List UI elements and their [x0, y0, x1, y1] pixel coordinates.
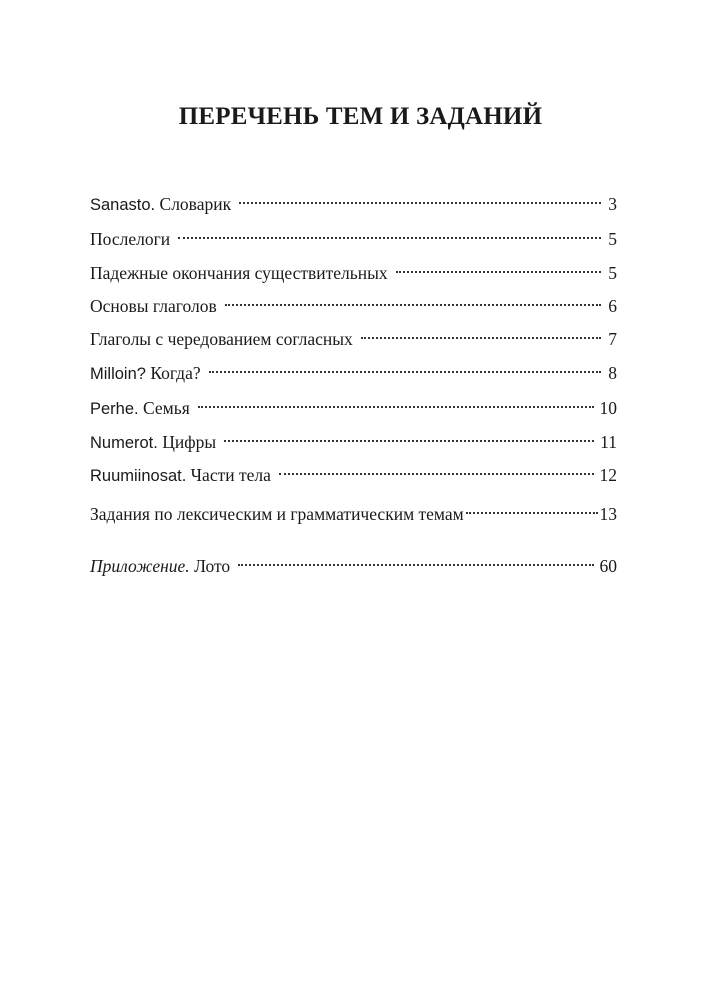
toc-entry-text: Послелоги	[90, 229, 171, 249]
toc-entry-page: 60	[599, 556, 617, 576]
toc-entry-page: 13	[599, 504, 617, 524]
toc-entry-page: 3	[608, 194, 617, 214]
toc-entry-prefix: Perhe.	[90, 400, 139, 418]
toc-entry-page: 6	[608, 296, 617, 316]
toc-entry-title	[90, 502, 464, 526]
dot-leader	[209, 355, 601, 379]
toc-entry-title	[90, 430, 216, 455]
toc-entry-prefix: Приложение.	[90, 556, 190, 576]
toc-entry	[90, 496, 617, 524]
toc-entry-text: Части тела	[186, 465, 271, 485]
toc-entry-text: Цифры	[157, 432, 217, 452]
toc-entry-page: 5	[608, 229, 617, 249]
dot-leader	[178, 221, 601, 245]
toc-entry	[90, 355, 617, 383]
toc-entry	[90, 424, 617, 452]
toc-entry	[90, 288, 617, 316]
toc-entry-text: Семья	[138, 398, 190, 418]
toc-entry-title	[90, 192, 231, 217]
toc-entry-text: Лото	[189, 556, 231, 576]
toc-entry-page: 7	[608, 329, 617, 349]
toc-entry	[90, 221, 617, 249]
toc-entry-text: Падежные окончания существительных	[90, 263, 388, 283]
dot-leader	[396, 255, 601, 279]
toc-entry-title	[90, 463, 271, 488]
toc-entry-text: Словарик	[155, 194, 232, 214]
dot-leader	[198, 390, 594, 414]
toc-entry-page: 10	[599, 398, 617, 418]
dot-leader	[225, 288, 601, 312]
dot-leader	[361, 321, 601, 345]
toc-entry	[90, 255, 617, 283]
dot-leader	[238, 548, 593, 572]
toc-entry-title	[90, 327, 353, 351]
toc-entry-title	[90, 361, 201, 386]
toc-entry-text: Глаголы с чередованием согласных	[90, 329, 353, 349]
toc-entry-page: 12	[599, 465, 617, 485]
toc-entry	[90, 186, 617, 214]
toc-entry	[90, 548, 617, 576]
toc-entry-title	[90, 554, 230, 578]
toc-entry	[90, 390, 617, 418]
toc-entry-title	[90, 294, 217, 318]
dot-leader	[224, 424, 594, 448]
dot-leader	[279, 457, 594, 481]
toc-entry-page: 5	[608, 263, 617, 283]
toc-entry-prefix: Sanasto.	[90, 196, 156, 214]
toc-entry-title	[90, 396, 190, 421]
toc-entry-title	[90, 261, 388, 285]
toc-entry-title	[90, 227, 170, 251]
toc-entry-text: Когда?	[145, 363, 201, 383]
toc-entry	[90, 321, 617, 349]
toc-entry-prefix: Numerot.	[90, 434, 158, 452]
toc-entry	[90, 457, 617, 485]
toc-entry-prefix: Milloin?	[90, 365, 146, 383]
toc-entry-text: Задания по лексическим и грамматическим темам	[90, 504, 464, 524]
toc-entry-prefix: Ruumiinosat.	[90, 467, 187, 485]
page-title: ПЕРЕЧЕНЬ ТЕМ И ЗАДАНИЙ	[178, 103, 543, 130]
toc-entry-text: Основы глаголов	[90, 296, 217, 316]
toc-entry-page: 8	[608, 363, 617, 383]
dot-leader	[466, 496, 598, 520]
toc-entry-page: 11	[600, 432, 617, 452]
dot-leader	[239, 186, 601, 210]
